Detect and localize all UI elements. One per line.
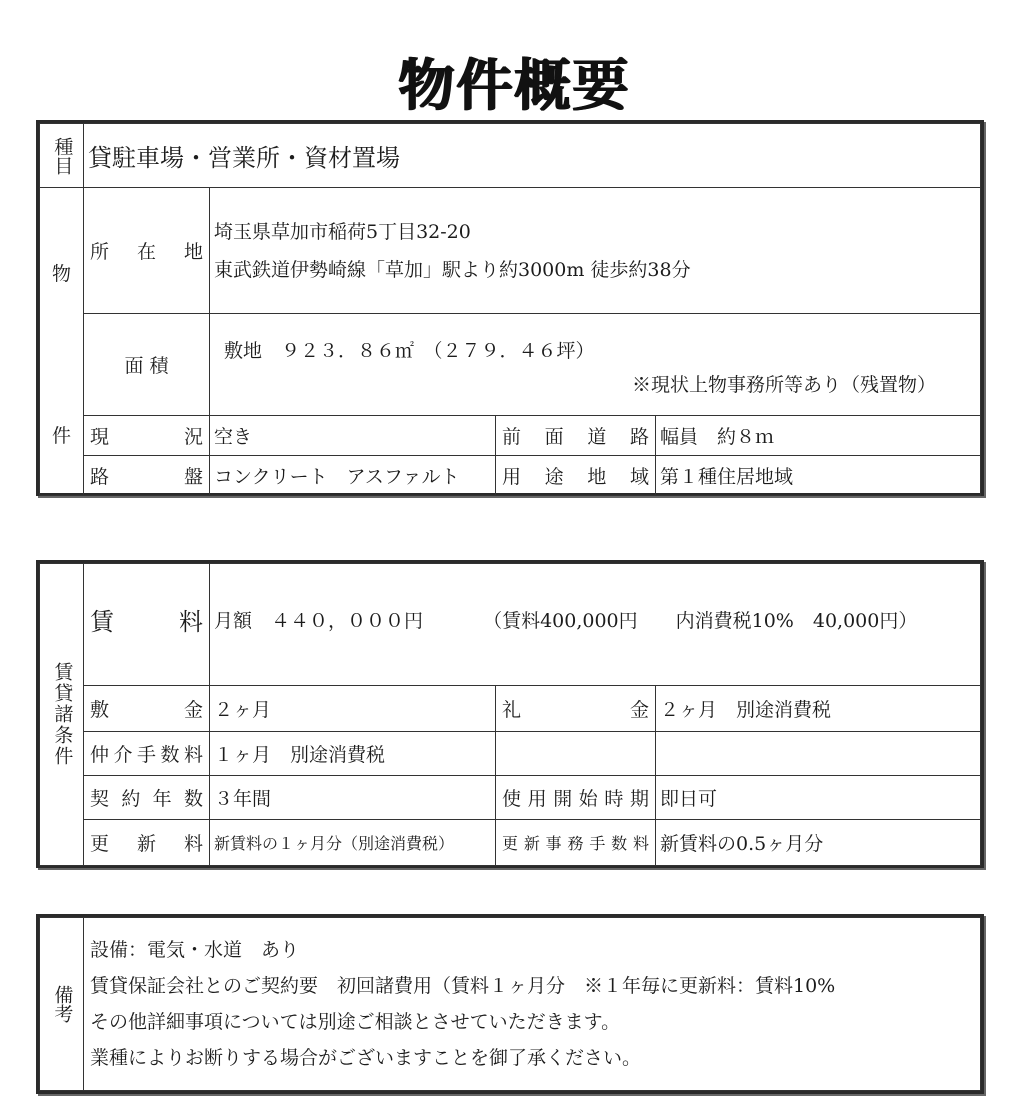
zoning-label: 用途地域	[496, 456, 656, 496]
commission-label: 仲介手数料	[84, 732, 210, 776]
commission-value: １ヶ月 別途消費税	[210, 732, 496, 776]
surface-value: コンクリート アスファルト	[210, 456, 496, 496]
rent-label: 賃料	[84, 564, 210, 686]
contract-value: ３年間	[210, 776, 496, 820]
status-label: 現況	[84, 416, 210, 456]
remark-line: その他詳細事項については別途ご相談とさせていただきます。	[90, 1011, 621, 1033]
property-section	[36, 120, 984, 496]
address: 埼玉県草加市稲荷5丁目32-20	[214, 220, 471, 243]
area-note: ※現状上物事務所等あり（残置物）	[631, 374, 936, 396]
terms-table	[39, 563, 981, 866]
start-label: 使用開始時期	[496, 776, 656, 820]
road-label: 前面道路	[496, 416, 656, 456]
deposit-value: ２ヶ月	[210, 686, 496, 732]
key-money-label: 礼金	[496, 686, 656, 732]
empty-cell-2	[656, 732, 981, 776]
renewal-label: 更新料	[84, 820, 210, 866]
area-cell	[210, 314, 981, 416]
remarks-table	[39, 917, 981, 1091]
access-info: 東武鉄道伊勢崎線「草加」駅より約3000m 徒歩約38分	[214, 258, 691, 281]
road-value: 幅員 約８ｍ	[656, 416, 981, 456]
rent-breakdown: （賃料400,000円 内消費税10% 40,000円）	[483, 610, 918, 632]
renewal-fee-value: 新賃料の0.5ヶ月分	[656, 820, 981, 866]
type-value: 貸駐車場・営業所・資材置場	[84, 124, 981, 188]
remarks-cell	[84, 918, 981, 1091]
page-title: 物件概要	[398, 53, 631, 119]
remarks-section	[36, 914, 984, 1094]
area-value: 敷地 ９２３．８６㎡ （２７９．４６坪）	[224, 340, 595, 362]
remark-line: 設備：電気・水道 あり	[90, 939, 300, 961]
remark-line: 賃貸保証会社とのご契約要 初回諸費用（賃料１ヶ月分 ※１年毎に更新料：賃料10%	[90, 975, 836, 997]
remark-line: 業種によりお断りする場合がございますことを御了承ください。	[90, 1047, 642, 1069]
terms-group-label: 賃貸諸条件	[40, 564, 84, 866]
property-group-label	[40, 188, 84, 496]
zoning-value: 第１種住居地域	[656, 456, 981, 496]
status-value: 空き	[210, 416, 496, 456]
deposit-label: 敷金	[84, 686, 210, 732]
area-label: 面 積	[84, 314, 210, 416]
empty-cell-1	[496, 732, 656, 776]
key-money-value: ２ヶ月 別途消費税	[656, 686, 981, 732]
start-value: 即日可	[656, 776, 981, 820]
location-cell	[210, 188, 981, 314]
renewal-value: 新賃料の１ヶ月分（別途消費税）	[210, 820, 496, 866]
rent-value: 月額 ４４０，０００円	[214, 610, 424, 632]
remarks-label: 備考	[40, 918, 84, 1091]
location-label: 所 在 地	[84, 188, 210, 314]
contract-label: 契約年数	[84, 776, 210, 820]
type-label: 種目	[40, 124, 84, 188]
terms-section	[36, 560, 984, 868]
surface-label: 路盤	[84, 456, 210, 496]
rent-cell	[210, 564, 981, 686]
property-group-top: 物	[51, 263, 71, 285]
property-group-bottom: 件	[51, 424, 71, 447]
property-table	[39, 123, 981, 496]
renewal-fee-label: 更新事務手数料	[496, 820, 656, 866]
